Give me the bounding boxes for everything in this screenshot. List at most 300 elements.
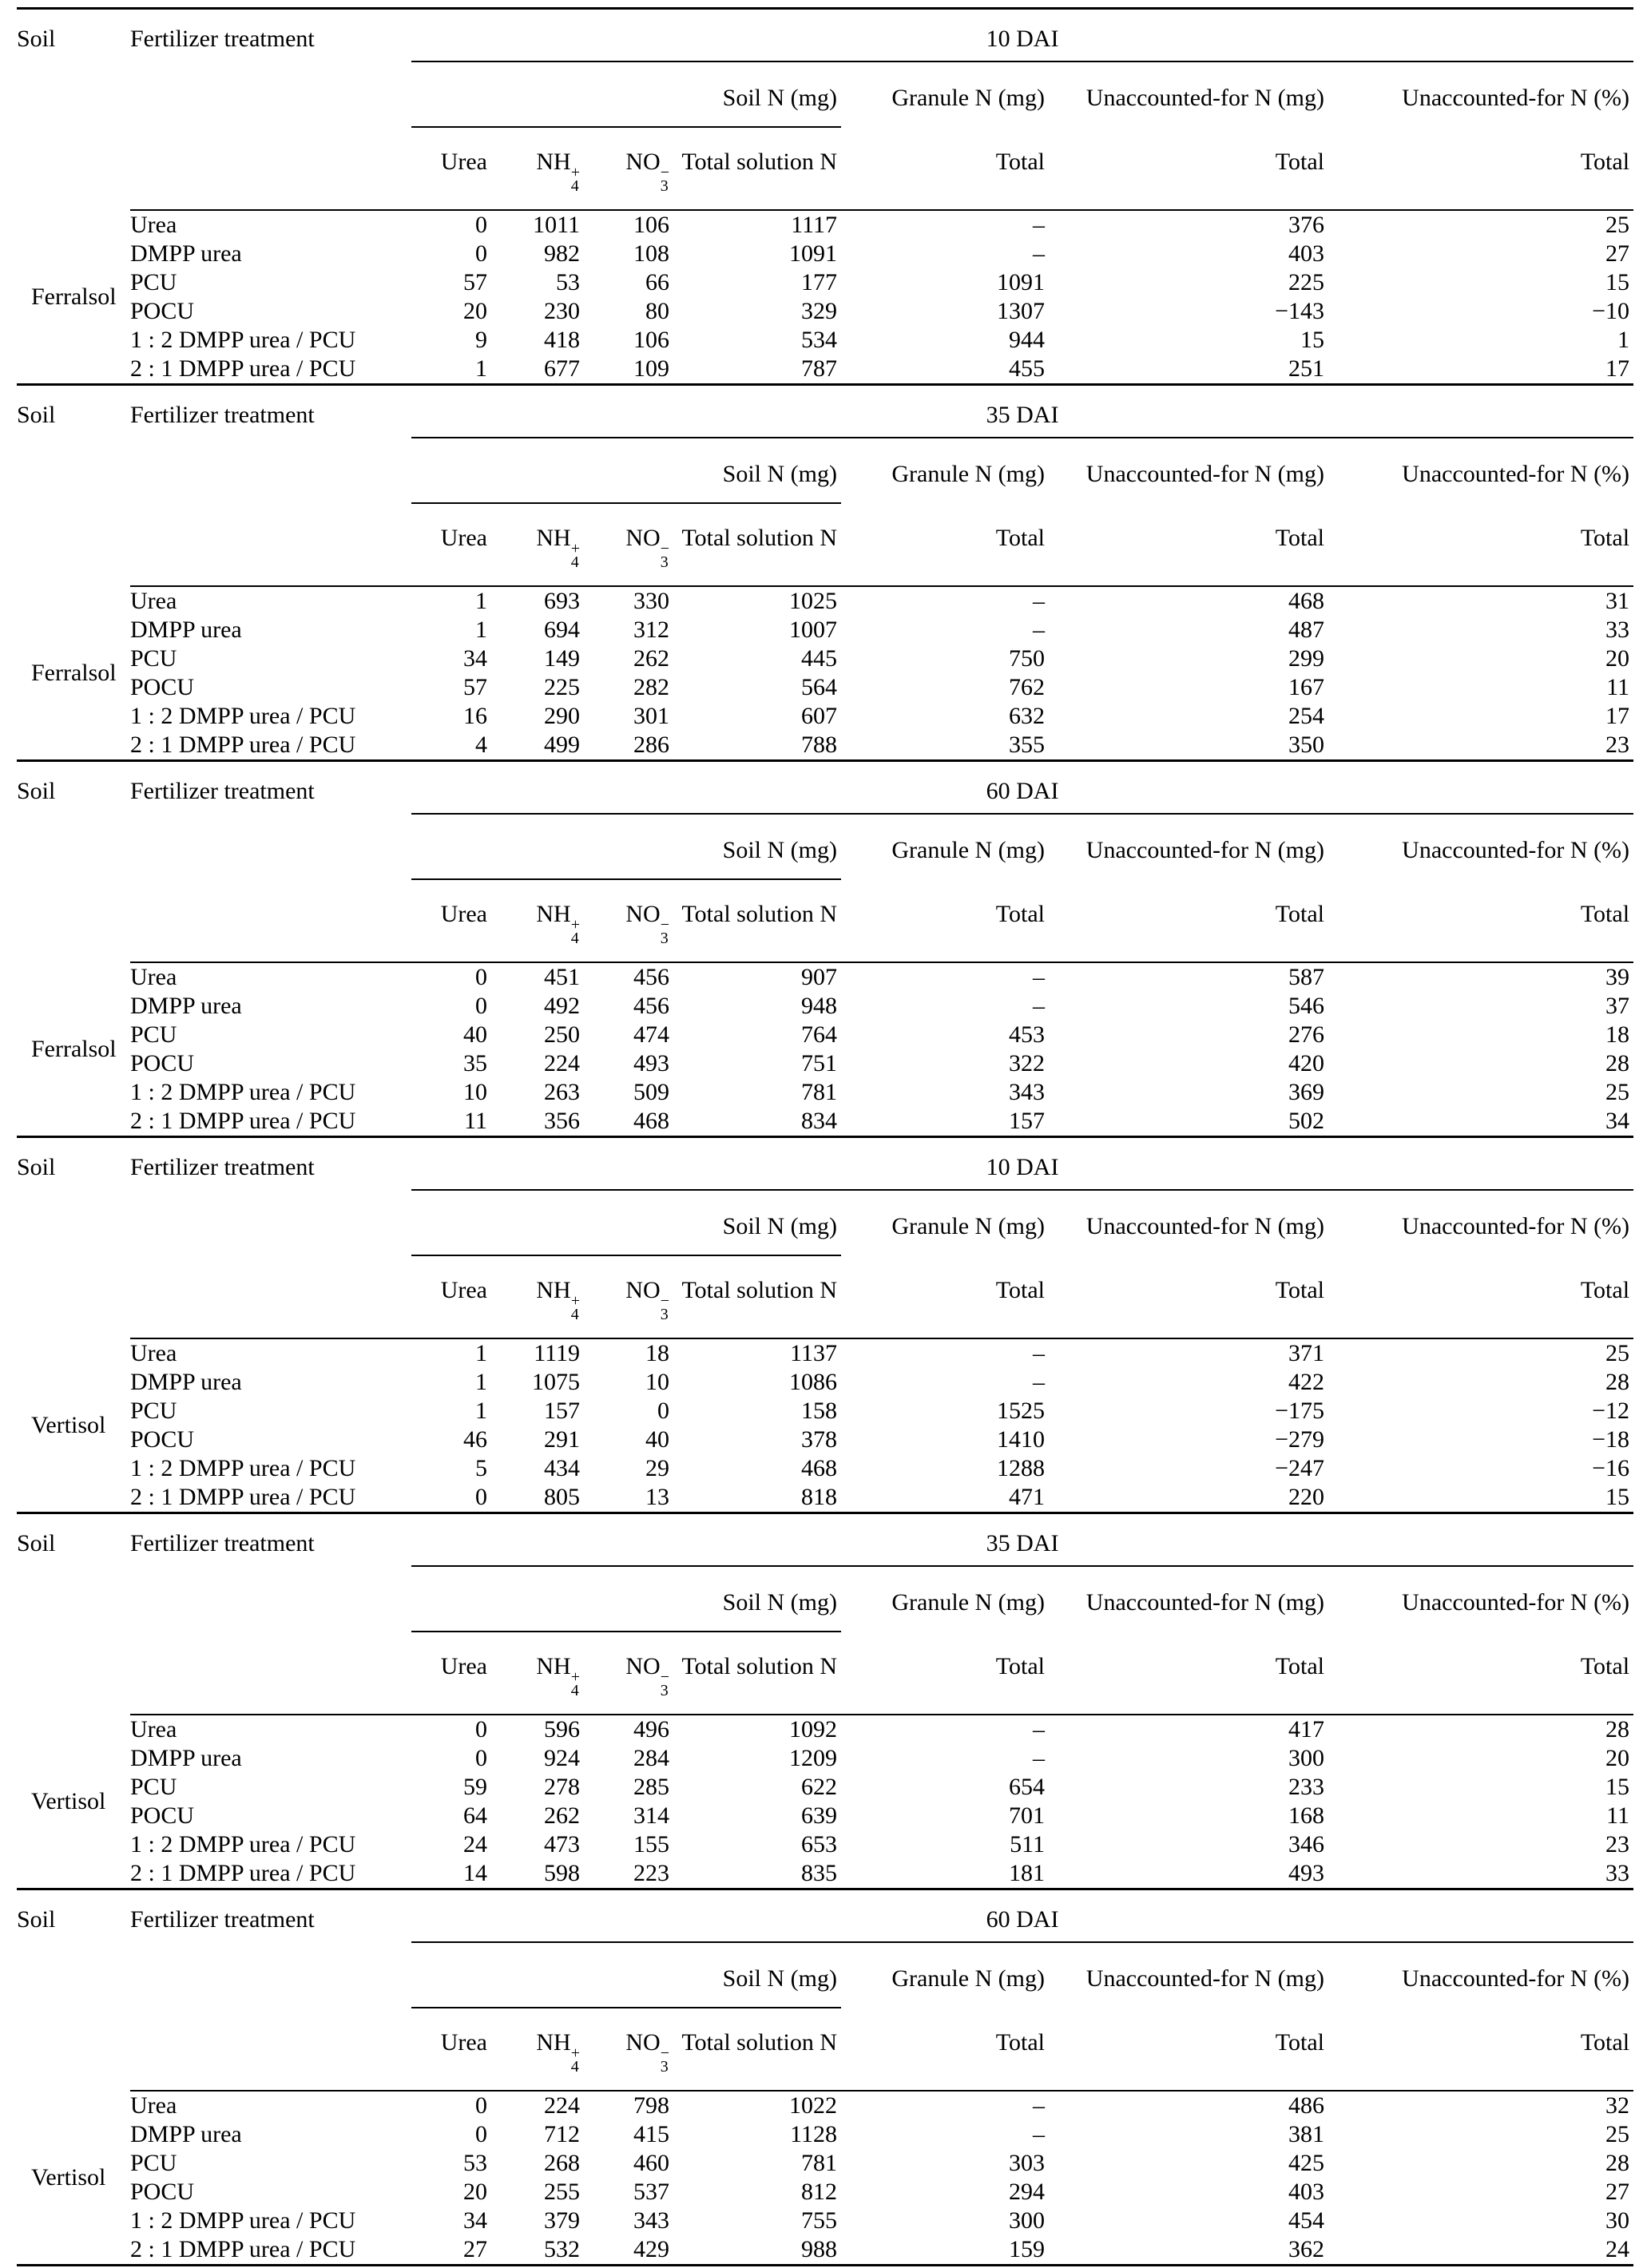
unaccounted-pct-value: 20 — [1605, 1745, 1630, 1771]
table-row — [17, 1744, 1633, 1773]
urea-value: 34 — [463, 645, 487, 672]
col-header-granule-total: Total — [841, 2008, 1049, 2091]
unaccounted-mg-value: 350 — [1288, 732, 1324, 758]
superscript: − — [660, 164, 669, 181]
nh4-value: 694 — [544, 617, 580, 643]
fertilizer-treatment-column-header: Fertilizer treatment — [130, 1530, 315, 1556]
total-solution-n-value: 607 — [801, 703, 837, 729]
unaccounted-pct-value: 24 — [1605, 2236, 1630, 2262]
treatment-label: PCU — [130, 269, 177, 295]
table-section — [17, 7, 1633, 383]
unaccounted-pct-group-header: Unaccounted-for N (%) — [1402, 85, 1630, 111]
unaccounted-mg-value: 220 — [1288, 1484, 1324, 1510]
unaccounted-mg-value: 225 — [1288, 269, 1324, 295]
spacer-cell — [17, 438, 411, 503]
treatment-label: Urea — [130, 1340, 177, 1366]
unaccounted-mg-value: 233 — [1288, 1774, 1324, 1800]
nh4-formula: NH + 4 — [536, 2029, 580, 2076]
granule-total-value: 511 — [1010, 1831, 1045, 1858]
total-solution-n-value: 751 — [801, 1050, 837, 1077]
nh4-value: 250 — [544, 1021, 580, 1048]
subscript: 4 — [570, 553, 579, 571]
granule-total-value: – — [1033, 1745, 1045, 1771]
total-solution-n-value: 177 — [801, 269, 837, 295]
table-row — [17, 326, 1633, 355]
total-solution-n-value: 1022 — [789, 2092, 837, 2119]
soil-name: Vertisol — [31, 1411, 106, 1438]
unaccounted-pct-group-header: Unaccounted-for N (%) — [1402, 461, 1630, 487]
spacer-cell — [17, 127, 130, 210]
col-header-unaccounted-mg-total: Total — [1049, 127, 1328, 210]
granule-total-value: – — [1033, 2092, 1045, 2119]
nh4-value: 278 — [544, 1774, 580, 1800]
granule-total-value: – — [1033, 1369, 1045, 1395]
unaccounted-mg-value: 299 — [1288, 645, 1324, 672]
dai-header: 35 DAI — [411, 1513, 1633, 1567]
dai-header: 60 DAI — [411, 1889, 1633, 1943]
nh4-value: 356 — [544, 1108, 580, 1134]
no3-value: 474 — [633, 1021, 669, 1048]
col-header-no3 — [584, 127, 673, 210]
table-row — [17, 1338, 1633, 1368]
subscript: 3 — [660, 1682, 669, 1699]
unaccounted-pct-value: 34 — [1605, 1108, 1630, 1134]
soil-name: Ferralsol — [31, 1035, 117, 1062]
unaccounted-pct-value: 18 — [1605, 1021, 1630, 1048]
col-header-urea: Urea — [411, 1255, 491, 1338]
granule-total-value: – — [1033, 1340, 1045, 1366]
spacer-cell — [130, 127, 411, 210]
granule-total-value: – — [1033, 2121, 1045, 2147]
table-section — [17, 1888, 1633, 2266]
urea-value: 24 — [463, 1831, 487, 1858]
treatment-label: 2 : 1 DMPP urea / PCU — [130, 1108, 356, 1134]
granule-total-value: – — [1033, 1716, 1045, 1743]
unaccounted-mg-value: 403 — [1288, 2179, 1324, 2205]
no3-formula: NO − 3 — [625, 901, 669, 947]
urea-value: 20 — [463, 2179, 487, 2205]
total-solution-n-value: 812 — [801, 2179, 837, 2205]
treatment-label: 2 : 1 DMPP urea / PCU — [130, 732, 356, 758]
granule-total-value: – — [1033, 993, 1045, 1019]
total-solution-n-value: 818 — [801, 1484, 837, 1510]
unaccounted-pct-value: −10 — [1592, 298, 1630, 324]
col-header-nh4 — [491, 2008, 584, 2091]
col-header-unaccounted-mg-total: Total — [1049, 879, 1328, 962]
nh4-value: 473 — [544, 1831, 580, 1858]
section-header-row — [17, 1137, 1633, 1191]
col-header-no3 — [584, 1632, 673, 1715]
table-row — [17, 1021, 1633, 1049]
granule-total-value: 1525 — [997, 1398, 1045, 1424]
unaccounted-mg-group-header: Unaccounted-for N (mg) — [1085, 1213, 1324, 1239]
no3-value: 108 — [633, 240, 669, 267]
col-header-granule-total: Total — [841, 879, 1049, 962]
no3-formula: NO − 3 — [625, 1653, 669, 1699]
unaccounted-pct-value: 11 — [1606, 674, 1630, 700]
nh4-value: 712 — [544, 2121, 580, 2147]
granule-total-value: 1307 — [997, 298, 1045, 324]
granule-n-group-header: Granule N (mg) — [891, 1213, 1045, 1239]
soil-column-header: Soil — [17, 1154, 56, 1180]
col-header-granule-total: Total — [841, 503, 1049, 586]
nh4-value: 418 — [544, 327, 580, 353]
total-solution-n-value: 1091 — [789, 240, 837, 267]
subscript: 3 — [660, 930, 669, 947]
col-header-unaccounted-mg-total: Total — [1049, 2008, 1328, 2091]
unaccounted-pct-value: 37 — [1605, 993, 1630, 1019]
nh4-value: 379 — [544, 2207, 580, 2234]
spacer-cell — [17, 1190, 411, 1255]
no3-value: 282 — [633, 674, 669, 700]
nh4-value: 263 — [544, 1079, 580, 1105]
no3-value: 456 — [633, 993, 669, 1019]
unaccounted-mg-group-header: Unaccounted-for N (mg) — [1085, 1965, 1324, 1992]
superscript: − — [660, 1292, 669, 1310]
unaccounted-mg-value: 454 — [1288, 2207, 1324, 2234]
col-header-urea: Urea — [411, 2008, 491, 2091]
unaccounted-mg-value: −175 — [1275, 1398, 1324, 1424]
spacer-cell — [130, 503, 411, 586]
nh4-value: 291 — [544, 1426, 580, 1453]
no3-formula: NO − 3 — [625, 1277, 669, 1323]
group-header-row — [17, 438, 1633, 503]
col-header-unaccounted-pct-total: Total — [1328, 503, 1633, 586]
urea-value: 0 — [475, 2121, 487, 2147]
total-solution-n-value: 764 — [801, 1021, 837, 1048]
col-header-total-solution-n: Total solution N — [673, 879, 841, 962]
total-solution-n-value: 534 — [801, 327, 837, 353]
nh4-value: 532 — [544, 2236, 580, 2262]
urea-value: 11 — [464, 1108, 487, 1134]
col-header-unaccounted-mg-total: Total — [1049, 1632, 1328, 1715]
superscript: + — [570, 2044, 580, 2062]
table-row — [17, 586, 1633, 616]
nh4-value: 499 — [544, 732, 580, 758]
unaccounted-mg-value: 362 — [1288, 2236, 1324, 2262]
subscript: 3 — [660, 1306, 669, 1323]
unaccounted-mg-value: 425 — [1288, 2150, 1324, 2176]
nh4-value: 434 — [544, 1455, 580, 1481]
unaccounted-mg-group-header: Unaccounted-for N (mg) — [1085, 1589, 1324, 1616]
table-section — [17, 1512, 1633, 1888]
total-solution-n-value: 1007 — [789, 617, 837, 643]
col-header-nh4 — [491, 1632, 584, 1715]
fertilizer-treatment-column-header: Fertilizer treatment — [130, 26, 315, 52]
granule-total-value: – — [1033, 212, 1045, 238]
subcolumn-header-row — [17, 503, 1633, 586]
nh4-value: 677 — [544, 355, 580, 382]
total-solution-n-value: 755 — [801, 2207, 837, 2234]
nh4-value: 451 — [544, 964, 580, 990]
total-solution-n-value: 564 — [801, 674, 837, 700]
total-solution-n-value: 907 — [801, 964, 837, 990]
unaccounted-mg-value: 15 — [1300, 327, 1324, 353]
subscript: 3 — [660, 2058, 669, 2076]
section-header-row — [17, 761, 1633, 815]
unaccounted-mg-value: 346 — [1288, 1831, 1324, 1858]
unaccounted-pct-value: 15 — [1605, 1484, 1630, 1510]
table-row — [17, 702, 1633, 731]
urea-value: 20 — [463, 298, 487, 324]
fertilizer-treatment-column-header: Fertilizer treatment — [130, 1906, 315, 1933]
treatment-label: PCU — [130, 645, 177, 672]
nh4-formula: NH + 4 — [536, 1277, 580, 1323]
treatment-label: Urea — [130, 212, 177, 238]
granule-n-group-header: Granule N (mg) — [891, 85, 1045, 111]
unaccounted-mg-value: 168 — [1288, 1802, 1324, 1829]
soil-column-header: Soil — [17, 1906, 56, 1933]
total-solution-n-value: 781 — [801, 2150, 837, 2176]
granule-total-value: 453 — [1009, 1021, 1045, 1048]
no3-value: 343 — [633, 2207, 669, 2234]
total-solution-n-value: 988 — [801, 2236, 837, 2262]
no3-value: 429 — [633, 2236, 669, 2262]
treatment-label: 1 : 2 DMPP urea / PCU — [130, 1831, 356, 1858]
col-header-unaccounted-mg-total: Total — [1049, 503, 1328, 586]
urea-value: 0 — [475, 993, 487, 1019]
nh4-value: 262 — [544, 1802, 580, 1829]
nh4-formula: NH + 4 — [536, 1653, 580, 1699]
total-solution-n-value: 781 — [801, 1079, 837, 1105]
table-row — [17, 1773, 1633, 1802]
unaccounted-mg-value: 254 — [1288, 703, 1324, 729]
col-header-total-solution-n: Total solution N — [673, 503, 841, 586]
spacer-cell — [17, 1942, 411, 2008]
total-solution-n-value: 622 — [801, 1774, 837, 1800]
unaccounted-mg-value: 417 — [1288, 1716, 1324, 1743]
no3-value: 496 — [633, 1716, 669, 1743]
nh4-value: 1119 — [534, 1340, 580, 1366]
nh4-value: 290 — [544, 703, 580, 729]
urea-value: 35 — [463, 1050, 487, 1077]
nh4-formula: NH + 4 — [536, 149, 580, 195]
nh4-value: 149 — [544, 645, 580, 672]
urea-value: 4 — [475, 732, 487, 758]
spacer-cell — [130, 879, 411, 962]
no3-formula: NO − 3 — [625, 2029, 669, 2076]
no3-value: 106 — [633, 327, 669, 353]
soil-name: Ferralsol — [31, 659, 117, 686]
unaccounted-mg-group-header: Unaccounted-for N (mg) — [1085, 461, 1324, 487]
soil-column-header: Soil — [17, 778, 56, 804]
spacer-cell — [17, 814, 411, 879]
unaccounted-pct-value: 25 — [1605, 212, 1630, 238]
total-solution-n-value: 834 — [801, 1108, 837, 1134]
unaccounted-mg-value: 468 — [1288, 588, 1324, 614]
total-solution-n-value: 445 — [801, 645, 837, 672]
unaccounted-pct-value: 25 — [1605, 2121, 1630, 2147]
no3-value: 40 — [645, 1426, 669, 1453]
treatment-label: PCU — [130, 1774, 177, 1800]
granule-total-value: 471 — [1009, 1484, 1045, 1510]
urea-value: 0 — [475, 1484, 487, 1510]
treatment-label: 1 : 2 DMPP urea / PCU — [130, 327, 356, 353]
col-header-urea: Urea — [411, 503, 491, 586]
urea-value: 27 — [463, 2236, 487, 2262]
granule-total-value: 343 — [1009, 1079, 1045, 1105]
no3-value: 223 — [633, 1860, 669, 1886]
soil-n-group-header: Soil N (mg) — [411, 1190, 841, 1255]
granule-total-value: 750 — [1009, 645, 1045, 672]
granule-total-value: 300 — [1009, 2207, 1045, 2234]
col-header-granule-total: Total — [841, 1255, 1049, 1338]
unaccounted-mg-value: 587 — [1288, 964, 1324, 990]
granule-total-value: 303 — [1009, 2150, 1045, 2176]
total-solution-n-value: 158 — [801, 1398, 837, 1424]
table-row — [17, 2235, 1633, 2266]
soil-n-group-header: Soil N (mg) — [411, 814, 841, 879]
no3-value: 415 — [633, 2121, 669, 2147]
urea-value: 0 — [475, 240, 487, 267]
unaccounted-pct-value: −18 — [1592, 1426, 1630, 1453]
granule-total-value: 157 — [1009, 1108, 1045, 1134]
col-header-urea: Urea — [411, 1632, 491, 1715]
no3-value: 537 — [633, 2179, 669, 2205]
table-row — [17, 1078, 1633, 1107]
nh4-formula: NH + 4 — [536, 901, 580, 947]
unaccounted-mg-value: 371 — [1288, 1340, 1324, 1366]
no3-value: 330 — [633, 588, 669, 614]
subcolumn-header-row — [17, 2008, 1633, 2091]
unaccounted-mg-value: 369 — [1288, 1079, 1324, 1105]
treatment-label: POCU — [130, 298, 195, 324]
urea-value: 57 — [463, 674, 487, 700]
soil-n-group-header: Soil N (mg) — [411, 438, 841, 503]
soil-column-header: Soil — [17, 402, 56, 428]
col-header-granule-total: Total — [841, 127, 1049, 210]
table-row — [17, 673, 1633, 702]
table-row — [17, 962, 1633, 992]
no3-value: 66 — [645, 269, 669, 295]
urea-value: 64 — [463, 1802, 487, 1829]
table-row — [17, 297, 1633, 326]
table-row — [17, 1368, 1633, 1397]
nh4-value: 598 — [544, 1860, 580, 1886]
soil-name: Vertisol — [31, 1787, 106, 1814]
spacer-cell — [17, 2008, 130, 2091]
treatment-label: PCU — [130, 1398, 177, 1424]
granule-total-value: 1288 — [997, 1455, 1045, 1481]
treatment-label: 1 : 2 DMPP urea / PCU — [130, 2207, 356, 2234]
total-solution-n-value: 1092 — [789, 1716, 837, 1743]
spacer-cell — [130, 1632, 411, 1715]
treatment-label: Urea — [130, 588, 177, 614]
treatment-label: Urea — [130, 2092, 177, 2119]
unaccounted-mg-value: −279 — [1275, 1426, 1324, 1453]
treatment-label: DMPP urea — [130, 993, 242, 1019]
total-solution-n-value: 468 — [801, 1455, 837, 1481]
granule-total-value: 1091 — [997, 269, 1045, 295]
treatment-label: POCU — [130, 1802, 195, 1829]
urea-value: 10 — [463, 1079, 487, 1105]
superscript: + — [570, 916, 580, 934]
superscript: + — [570, 1292, 580, 1310]
table-row — [17, 1397, 1633, 1425]
fertilizer-treatment-column-header: Fertilizer treatment — [130, 1154, 315, 1180]
granule-total-value: – — [1033, 964, 1045, 990]
treatment-label: POCU — [130, 2179, 195, 2205]
granule-total-value: 322 — [1009, 1050, 1045, 1077]
subscript: 4 — [570, 177, 579, 195]
spacer-cell — [17, 61, 411, 127]
total-solution-n-value: 1025 — [789, 588, 837, 614]
table-row — [17, 2149, 1633, 2178]
table-section — [17, 759, 1633, 1136]
superscript: − — [660, 2044, 669, 2062]
no3-value: 301 — [633, 703, 669, 729]
unaccounted-pct-value: 28 — [1605, 1716, 1630, 1743]
unaccounted-mg-value: 502 — [1288, 1108, 1324, 1134]
unaccounted-pct-value: 11 — [1606, 1802, 1630, 1829]
granule-total-value: 762 — [1009, 674, 1045, 700]
unaccounted-pct-value: 33 — [1605, 617, 1630, 643]
superscript: − — [660, 916, 669, 934]
subcolumn-header-row — [17, 127, 1633, 210]
granule-n-group-header: Granule N (mg) — [891, 461, 1045, 487]
col-header-nh4 — [491, 503, 584, 586]
urea-value: 40 — [463, 1021, 487, 1048]
treatment-label: 2 : 1 DMPP urea / PCU — [130, 1860, 356, 1886]
granule-total-value: – — [1033, 240, 1045, 267]
unaccounted-mg-value: −247 — [1275, 1455, 1324, 1481]
unaccounted-pct-value: −16 — [1592, 1455, 1630, 1481]
no3-value: 468 — [633, 1108, 669, 1134]
subscript: 4 — [570, 2058, 579, 2076]
table-row — [17, 1454, 1633, 1483]
total-solution-n-value: 1209 — [789, 1745, 837, 1771]
col-header-total-solution-n: Total solution N — [673, 1255, 841, 1338]
granule-total-value: 181 — [1009, 1860, 1045, 1886]
table-section — [17, 383, 1633, 759]
unaccounted-mg-value: 420 — [1288, 1050, 1324, 1077]
treatment-label: DMPP urea — [130, 617, 242, 643]
subcolumn-header-row — [17, 1255, 1633, 1338]
unaccounted-pct-value: 30 — [1605, 2207, 1630, 2234]
table-row — [17, 240, 1633, 268]
unaccounted-pct-value: 23 — [1605, 732, 1630, 758]
subscript: 4 — [570, 1682, 579, 1699]
table-row — [17, 2091, 1633, 2120]
unaccounted-mg-value: 167 — [1288, 674, 1324, 700]
col-header-total-solution-n: Total solution N — [673, 2008, 841, 2091]
section-header-row — [17, 9, 1633, 62]
unaccounted-pct-value: −12 — [1592, 1398, 1630, 1424]
total-solution-n-value: 1117 — [791, 212, 837, 238]
treatment-label: Urea — [130, 1716, 177, 1743]
unaccounted-pct-value: 33 — [1605, 1860, 1630, 1886]
col-header-unaccounted-pct-total: Total — [1328, 127, 1633, 210]
nh4-value: 268 — [544, 2150, 580, 2176]
spacer-cell — [17, 1255, 130, 1338]
soil-column-header: Soil — [17, 26, 56, 52]
no3-value: 285 — [633, 1774, 669, 1800]
unaccounted-pct-value: 27 — [1605, 240, 1630, 267]
no3-value: 262 — [633, 645, 669, 672]
superscript: + — [570, 164, 580, 181]
granule-total-value: 159 — [1009, 2236, 1045, 2262]
unaccounted-pct-value: 15 — [1605, 269, 1630, 295]
granule-total-value: 701 — [1009, 1802, 1045, 1829]
no3-value: 10 — [645, 1369, 669, 1395]
unaccounted-pct-value: 25 — [1605, 1079, 1630, 1105]
nh4-value: 224 — [544, 1050, 580, 1077]
col-header-nh4 — [491, 1255, 584, 1338]
spacer-cell — [130, 2008, 411, 2091]
treatment-label: 2 : 1 DMPP urea / PCU — [130, 1484, 356, 1510]
table-row — [17, 2178, 1633, 2207]
group-header-row — [17, 1942, 1633, 2008]
